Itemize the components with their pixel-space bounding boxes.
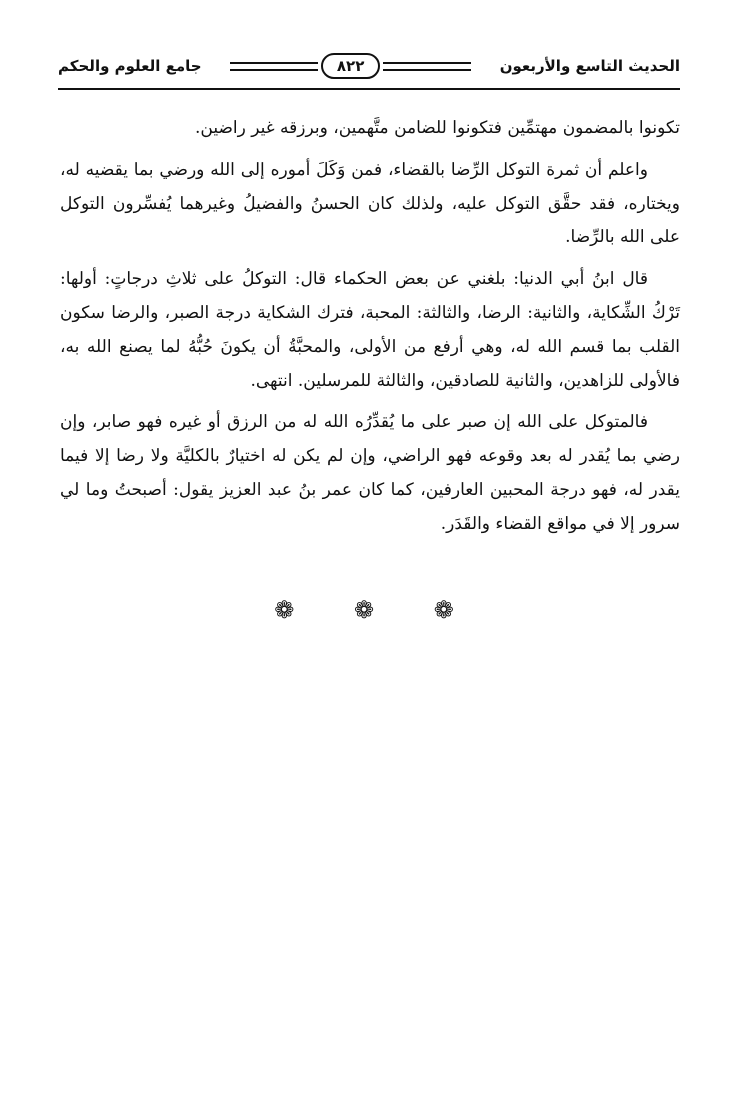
- paragraph-2: واعلم أن ثمرة التوكل الرِّضا بالقضاء، فمن وَكَلَ أموره إلى الله ورضي بما يقضيه له، ويختاره، فقد حقَّق التوكل عليه، ولذلك كان الحسنُ والفضيلُ وغيرهما يُفسِّرون التوكل على الله بالرِّضا.: [60, 159, 680, 248]
- page-body: [60, 112, 680, 550]
- section-end-ornaments: [0, 596, 748, 624]
- paragraph-4: فالمتوكل على الله إن صبر على ما يُقدِّرُه الله له من الرزق أو غيره فهو صابر، وإن رضي بما يُقدر له بعد وقوعه فهو الراضي، وإن لم يكن له اختيارٌ بالكليَّة ولا رضا إلا فيما يقدر له، فهو درجة المحبين العارفين، كما كان عمر بنُ عبد العزيز يقول: أصبحتُ وما لي سرور إلا في مواقع القضاء والقَدَر.: [60, 412, 680, 534]
- flower-ornament-icon: ❁: [353, 596, 395, 624]
- header-divider: [58, 88, 680, 90]
- book-title: جامع العلوم والحكم: [58, 57, 202, 75]
- header-rule-right: [383, 62, 471, 71]
- paragraph-3: قال ابنُ أبي الدنيا: بلغني عن بعض الحكماء قال: التوكلُ على ثلاثِ درجاتٍ: أولها: تَرْكُ الشِّكاية، والثانية: الرضا، والثالثة: المحبة، فترك الشكاية درجة الصبر، والرضا سكون القلب بما قسم الله له، وهي أرفع من الأولى، والمحبَّةُ أن يكونَ حُبُّهُ لما يصنع الله به، فالأولى للزاهدين، والثانية للصادقين، والثالثة للمرسلين. انتهى.: [60, 269, 680, 391]
- flower-ornament-icon: ❁: [274, 596, 315, 624]
- header-rule-left: [230, 62, 318, 71]
- page-number-block: [230, 53, 471, 79]
- paragraph-1: تكونوا بالمضمون مهتمِّين فتكونوا للضامن متَّهمين، وبرزقه غير راضين.: [194, 118, 680, 138]
- chapter-title: الحديث التاسع والأربعون: [499, 57, 680, 75]
- page-header: [58, 46, 680, 86]
- page-number: ٨٢٢: [321, 53, 380, 79]
- flower-ornament-icon: ❁: [433, 596, 474, 624]
